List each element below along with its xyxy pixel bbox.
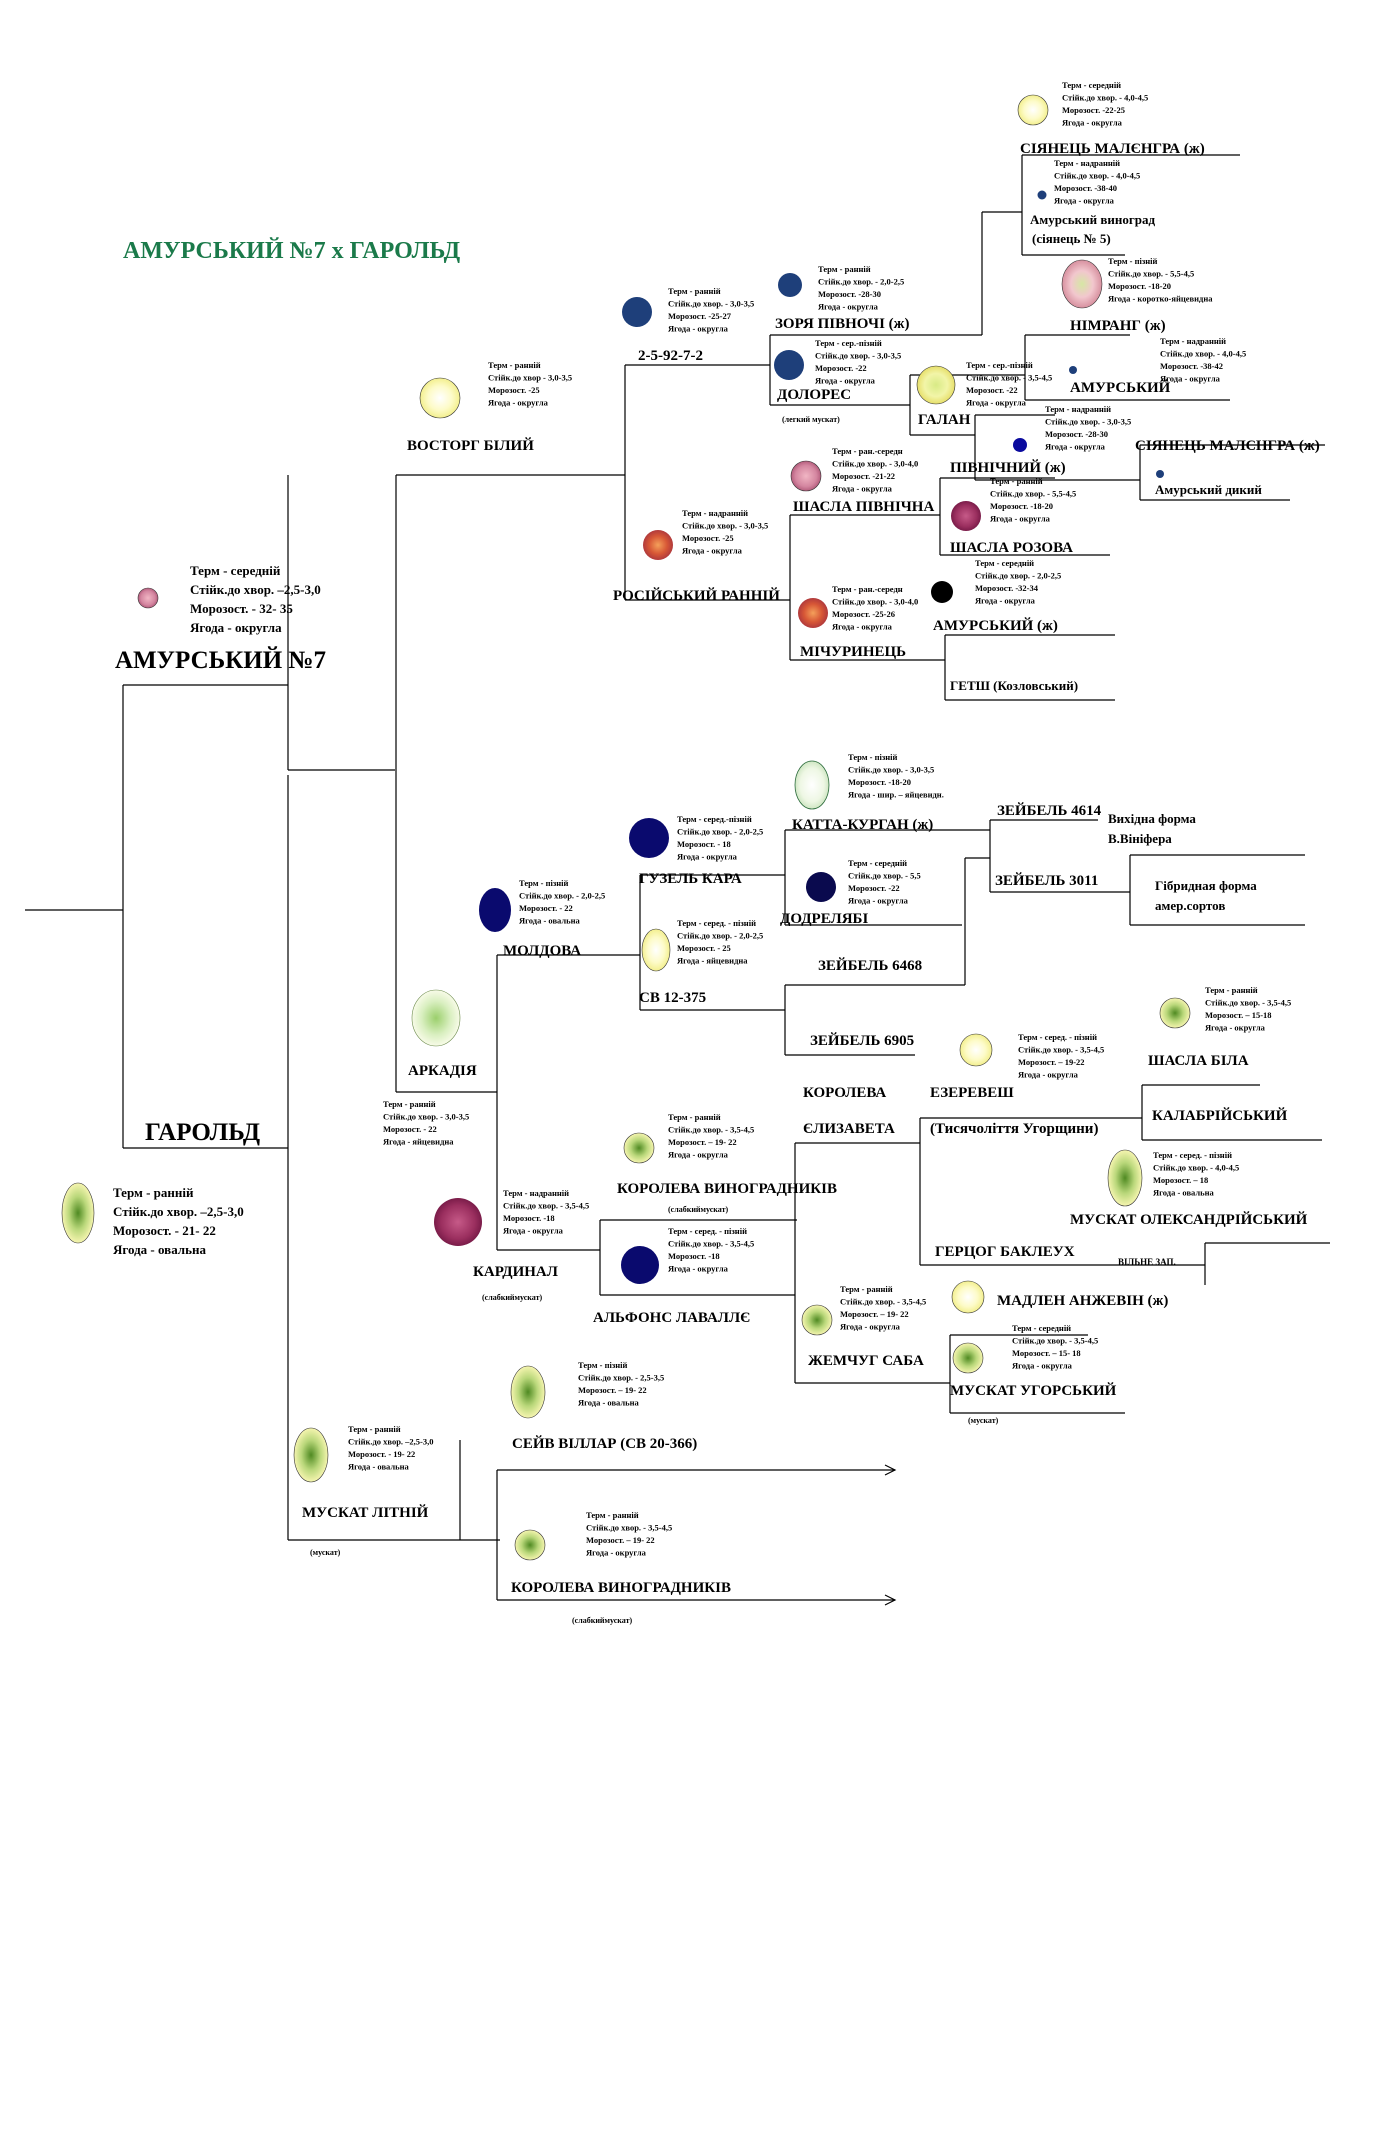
variety-info-x2592-0: Терм - ранній (668, 286, 721, 296)
variety-name-katta: КАТТА-КУРГАН (ж) (792, 817, 934, 833)
variety-info-dodreliabi-3: Ягода - округла (848, 895, 908, 906)
variety-name-kalabriiskyi: КАЛАБРІЙСЬКИЙ (1152, 1108, 1288, 1124)
variety-name-zeibel4614: ЗЕЙБЕЛЬ 4614 (997, 803, 1102, 819)
variety-info-kardynal-2: Морозост. -18 (503, 1213, 555, 1223)
variety-info-muskat_aleks-1: Стійк.до хвор. - 4,0-4,5 (1153, 1162, 1240, 1173)
berry-alfons-icon (621, 1246, 659, 1284)
berry-muskat-lit-icon (294, 1428, 328, 1482)
variety-info-kardynal-3: Ягода - округла (503, 1225, 563, 1236)
variety-note-muskat_lit: (мускат) (310, 1548, 341, 1557)
berry-amur-vynohrad-icon (1038, 191, 1047, 200)
variety-info-muskat_lit-3: Ягода - овальна (348, 1461, 409, 1472)
variety-name-shasla_pivnichna: ШАСЛА ПІВНІЧНА (793, 499, 935, 515)
berry-seiv-icon (511, 1366, 545, 1418)
variety-info-moldova-3: Ягода - овальна (519, 915, 580, 926)
variety-info-ezerevesh-2: Морозост. – 19-22 (1018, 1057, 1085, 1067)
variety-name-shasla_bila: ШАСЛА БІЛА (1148, 1053, 1249, 1069)
variety-info-zhemchug-0: Терм - ранній (840, 1284, 893, 1294)
berry-sv12375-icon (642, 929, 670, 971)
variety-info-alfons-1: Стійк.до хвор. - 3,5-4,5 (668, 1238, 755, 1249)
variety-name-zhemchug: ЖЕМЧУГ САБА (808, 1353, 924, 1369)
berry-nimrang-icon (1062, 260, 1102, 308)
berry-amurskyi7-icon (138, 588, 158, 608)
variety-name-koroleva_yel: КОРОЛЕВА (803, 1085, 887, 1101)
variety-info-moldova-0: Терм - пізній (519, 878, 569, 888)
variety-note-kardynal: (слабкиймускат) (482, 1293, 543, 1302)
variety-info-amur_vynohrad-2: Морозост. -38-40 (1054, 183, 1117, 193)
variety-info-amurskyi7-0: Терм - середній (190, 563, 281, 578)
variety-name-moldova: МОЛДОВА (503, 943, 582, 959)
berry-zoria-icon (778, 273, 802, 297)
variety-info-arkadiia-1: Стійк.до хвор. - 3,0-3,5 (383, 1111, 470, 1122)
variety-info-moldova-2: Морозост. - 22 (519, 903, 573, 913)
variety-info-moldova-1: Стійк.до хвор. - 2,0-2,5 (519, 890, 606, 901)
berry-sianets1-icon (1018, 95, 1048, 125)
variety-info-amurskyi7-2: Морозост. - 32- 35 (190, 601, 293, 616)
variety-name-zeibel6905: ЗЕЙБЕЛЬ 6905 (810, 1033, 915, 1049)
variety-name-koroleva_vyn1: КОРОЛЕВА ВИНОГРАДНИКІВ (617, 1181, 837, 1197)
variety-name-madlen: МАДЛЕН АНЖЕВІН (ж) (997, 1293, 1169, 1309)
variety-info-katta-1: Стійк.до хвор. - 3,0-3,5 (848, 764, 935, 775)
variety-info-katta-2: Морозост. -18-20 (848, 777, 911, 787)
variety-info-shasla_pivnichna-3: Ягода - округла (832, 483, 892, 494)
variety-name2-ezerevesh: (Тисячоліття Угорщини) (930, 1121, 1099, 1137)
variety-info-vostorg-3: Ягода - округла (488, 397, 548, 408)
variety-name-zeibel3011: ЗЕЙБЕЛЬ 3011 (995, 873, 1099, 889)
berry-harold-icon (62, 1183, 94, 1243)
berry-koroleva-vyn2-icon (515, 1530, 545, 1560)
variety-name2-vykhidna: В.Вініфера (1108, 831, 1172, 846)
variety-info-seiv-2: Морозост. – 19- 22 (578, 1385, 647, 1395)
variety-name-muskat_uh: МУСКАТ УГОРСЬКИЙ (950, 1383, 1117, 1399)
berry-koroleva-vyn1-icon (624, 1133, 654, 1163)
variety-info-amur_vynohrad-3: Ягода - округла (1054, 195, 1114, 206)
variety-name-halan: ГАЛАН (918, 412, 971, 428)
variety-info-vostorg-0: Терм - ранній (488, 360, 541, 370)
variety-info-muskat_aleks-0: Терм - серед. - пізній (1153, 1150, 1232, 1160)
variety-info-zoria-0: Терм - ранній (818, 264, 871, 274)
variety-name-sv12375: СВ 12-375 (639, 990, 707, 1006)
diagram-title: АМУРСЬКИЙ №7 х ГАРОЛЬД (123, 238, 461, 264)
variety-info-koroleva_vyn1-3: Ягода - округла (668, 1149, 728, 1160)
variety-info-michurynets-1: Стійк.до хвор. - 3,0-4,0 (832, 596, 919, 607)
variety-info-sv12375-3: Ягода - яйцевидна (677, 955, 748, 966)
berry-muskat-uh-icon (953, 1343, 983, 1373)
berry-muskat-aleks-icon (1108, 1150, 1142, 1206)
variety-info-muskat_aleks-2: Морозост. – 18 (1153, 1175, 1209, 1185)
variety-info-rosiiskyi-3: Ягода - округла (682, 545, 742, 556)
variety-info-dodreliabi-0: Терм - середній (848, 858, 908, 868)
berry-amurskyi-a-icon (1069, 366, 1077, 374)
variety-info-x2592-2: Морозост. -25-27 (668, 311, 731, 321)
variety-info-ezerevesh-3: Ягода - округла (1018, 1069, 1078, 1080)
variety-info-huzel-1: Стійк.до хвор. - 2,0-2,5 (677, 826, 764, 837)
variety-info-seiv-3: Ягода - овальна (578, 1397, 639, 1408)
variety-info-zhemchug-2: Морозост. – 19- 22 (840, 1309, 909, 1319)
variety-name-ezerevesh: ЕЗЕРЕВЕШ (930, 1085, 1014, 1101)
variety-info-arkadiia-3: Ягода - яйцевидна (383, 1136, 454, 1147)
variety-info-seiv-1: Стійк.до хвор. - 2,5-3,5 (578, 1372, 665, 1383)
variety-name2-hibrydna: амер.сортов (1155, 898, 1226, 913)
variety-name-zoria: ЗОРЯ ПІВНОЧІ (ж) (775, 316, 910, 332)
berry-halan-icon (917, 366, 955, 404)
variety-info-zoria-1: Стійк.до хвор. - 2,0-2,5 (818, 276, 905, 287)
variety-info-halan-2: Морозост. -22 (966, 385, 1018, 395)
berry-amur-dykyi-icon (1156, 470, 1164, 478)
variety-info-sianets1-1: Стійк.до хвор. - 4,0-4,5 (1062, 92, 1149, 103)
variety-name-sianets1: СІЯНЕЦЬ МАЛЄНГРА (ж) (1020, 141, 1205, 157)
variety-note-dolores: (легкий мускат) (782, 415, 840, 424)
variety-info-harold-0: Терм - ранній (113, 1185, 194, 1200)
variety-name2-amur_vynohrad: (сіянець № 5) (1032, 231, 1111, 246)
variety-info-sianets1-0: Терм - середній (1062, 80, 1122, 90)
berry-2592-icon (622, 297, 652, 327)
variety-name-harold: ГАРОЛЬД (145, 1119, 261, 1146)
berry-huzel-icon (629, 818, 669, 858)
variety-name-vostorg: ВОСТОРГ БІЛИЙ (407, 438, 534, 454)
variety-info-katta-0: Терм - пізній (848, 752, 898, 762)
variety-info-nimrang-0: Терм - пізній (1108, 256, 1158, 266)
variety-info-kardynal-0: Терм - надранній (503, 1188, 570, 1198)
variety-info-amurskyi_a-0: Терм - надранній (1160, 336, 1227, 346)
variety-info-vostorg-2: Морозост. -25 (488, 385, 540, 395)
variety-info-sv12375-1: Стійк.до хвор. - 2,0-2,5 (677, 930, 764, 941)
variety-info-ezerevesh-0: Терм - серед. - пізній (1018, 1032, 1097, 1042)
variety-info-zhemchug-1: Стійк.до хвор. - 3,5-4,5 (840, 1296, 927, 1307)
variety-info-dodreliabi-1: Стійк.до хвор. - 5,5 (848, 870, 921, 881)
variety-name-amurskyi_a: АМУРСЬКИЙ (1070, 380, 1171, 396)
variety-info-arkadiia-0: Терм - ранній (383, 1099, 436, 1109)
variety-info-muskat_lit-0: Терм - ранній (348, 1424, 401, 1434)
variety-name-arkadiia: АРКАДІЯ (408, 1063, 477, 1079)
variety-info-harold-3: Ягода - овальна (113, 1242, 206, 1257)
variety-info-amurskyi_zh-3: Ягода - округла (975, 595, 1035, 606)
variety-info-amurskyi_zh-1: Стійк.до хвор. - 2,0-2,5 (975, 570, 1062, 581)
variety-info-x2592-1: Стійк.до хвор. - 3,0-3,5 (668, 298, 755, 309)
variety-info-shasla_pivnichna-1: Стійк.до хвор. - 3,0-4,0 (832, 458, 919, 469)
variety-info-koroleva_vyn1-1: Стійк.до хвор. - 3,5-4,5 (668, 1124, 755, 1135)
variety-info-muskat_aleks-3: Ягода - овальна (1153, 1187, 1214, 1198)
variety-info-sianets1-3: Ягода - округла (1062, 117, 1122, 128)
variety-info-halan-3: Ягода - округла (966, 397, 1026, 408)
variety-info-muskat_uh-3: Ягода - округла (1012, 1360, 1072, 1371)
variety-info-nimrang-1: Стійк.до хвор. - 5,5-4,5 (1108, 268, 1195, 279)
variety-name-hetsh: ГЕТШ (Козловський) (950, 678, 1079, 693)
variety-info-koroleva_vyn2-1: Стійк.до хвор. - 3,5-4,5 (586, 1522, 673, 1533)
variety-info-muskat_uh-2: Морозост. – 15- 18 (1012, 1348, 1081, 1358)
variety-name-x2592: 2-5-92-7-2 (638, 348, 703, 364)
variety-info-amurskyi_a-2: Морозост. -38-42 (1160, 361, 1223, 371)
variety-info-michurynets-3: Ягода - округла (832, 621, 892, 632)
variety-info-vostorg-1: Стійк.до хвор - 3,0-3,5 (488, 372, 573, 383)
variety-info-harold-2: Морозост. - 21- 22 (113, 1223, 216, 1238)
variety-info-dolores-0: Терм - сер.-пізній (815, 338, 882, 348)
variety-info-dolores-2: Морозост. -22 (815, 363, 867, 373)
variety-info-muskat_lit-2: Морозост. - 19- 22 (348, 1449, 416, 1459)
variety-info-koroleva_vyn2-0: Терм - ранній (586, 1510, 639, 1520)
variety-name-shasla_rozova: ШАСЛА РОЗОВА (950, 540, 1073, 556)
variety-info-muskat_uh-1: Стійк.до хвор. - 3,5-4,5 (1012, 1335, 1099, 1346)
berry-rosiiskyi-icon (643, 530, 673, 560)
variety-name-michurynets: МІЧУРИНЕЦЬ (800, 644, 907, 660)
variety-info-kardynal-1: Стійк.до хвор. - 3,5-4,5 (503, 1200, 590, 1211)
variety-info-huzel-2: Морозост. - 18 (677, 839, 731, 849)
variety-name-vilne: ВІЛЬНЕ ЗАП. (1118, 1257, 1176, 1267)
variety-info-amurskyi_a-1: Стійк.до хвор. - 4,0-4,5 (1160, 348, 1247, 359)
variety-info-huzel-0: Терм - серед.-пізній (677, 814, 752, 824)
variety-info-michurynets-0: Терм - ран.-середн (832, 584, 903, 594)
variety-info-amurskyi_zh-0: Терм - середній (975, 558, 1035, 568)
variety-name-seiv: СЕЙВ ВІЛЛАР (СВ 20-366) (512, 1436, 698, 1452)
variety-info-amur_vynohrad-1: Стійк.до хвор. - 4,0-4,5 (1054, 170, 1141, 181)
variety-name-hertsog: ГЕРЦОГ БАКЛЕУХ (935, 1244, 1075, 1260)
variety-name-kardynal: КАРДИНАЛ (473, 1264, 558, 1280)
berry-amurskyi-zh-icon (931, 581, 953, 603)
variety-info-alfons-0: Терм - серед. - пізній (668, 1226, 747, 1236)
berry-dodreliabi-icon (806, 872, 836, 902)
variety-info-rosiiskyi-1: Стійк.до хвор. - 3,0-3,5 (682, 520, 769, 531)
variety-name-zeibel6468: ЗЕЙБЕЛЬ 6468 (818, 958, 923, 974)
variety-info-arkadiia-2: Морозост. - 22 (383, 1124, 437, 1134)
variety-info-koroleva_vyn1-0: Терм - ранній (668, 1112, 721, 1122)
variety-name-hibrydna: Гібридная форма (1155, 878, 1257, 893)
variety-info-halan-0: Терм - сер.-пізній (966, 360, 1033, 370)
variety-info-amurskyi_a-3: Ягода - округла (1160, 373, 1220, 384)
variety-labels (113, 80, 1320, 1625)
variety-name2-koroleva_yel: ЄЛИЗАВЕТА (803, 1121, 895, 1137)
variety-name-nimrang: НІМРАНГ (ж) (1070, 318, 1166, 334)
variety-info-amurskyi7-1: Стійк.до хвор. –2,5-3,0 (190, 582, 321, 597)
variety-info-nimrang-2: Морозост. -18-20 (1108, 281, 1171, 291)
variety-info-shasla_rozova-2: Морозост. -18-20 (990, 501, 1053, 511)
variety-info-x2592-3: Ягода - округла (668, 323, 728, 334)
variety-info-ezerevesh-1: Стійк.до хвор. - 3,5-4,5 (1018, 1044, 1105, 1055)
variety-info-nimrang-3: Ягода - коротко-яйцевидна (1108, 293, 1213, 304)
variety-info-alfons-3: Ягода - округла (668, 1263, 728, 1274)
berry-shasla-rozova-icon (951, 501, 981, 531)
variety-name-dolores: ДОЛОРЕС (777, 387, 852, 403)
variety-name-vykhidna: Вихідна форма (1108, 811, 1196, 826)
variety-name-huzel: ГУЗЕЛЬ КАРА (639, 871, 742, 887)
variety-info-dolores-1: Стійк.до хвор. - 3,0-3,5 (815, 350, 902, 361)
variety-info-pivnichnyi-1: Стійк.до хвор. - 3,0-3,5 (1045, 416, 1132, 427)
variety-info-shasla_bila-0: Терм - ранній (1205, 985, 1258, 995)
variety-name-sianets2: СІЯНЕЦЬ МАЛЄНГРА (ж) (1135, 438, 1320, 454)
berry-vostorg-icon (420, 378, 460, 418)
berry-arkadiia-icon (412, 990, 460, 1046)
variety-info-rosiiskyi-2: Морозост. -25 (682, 533, 734, 543)
variety-info-pivnichnyi-3: Ягода - округла (1045, 441, 1105, 452)
berry-zhemchug-icon (802, 1305, 832, 1335)
variety-info-sv12375-2: Морозост. - 25 (677, 943, 731, 953)
variety-info-shasla_bila-1: Стійк.до хвор. - 3,5-4,5 (1205, 997, 1292, 1008)
variety-info-shasla_rozova-3: Ягода - округла (990, 513, 1050, 524)
variety-name-muskat_aleks: МУСКАТ ОЛЕКСАНДРІЙСЬКИЙ (1070, 1212, 1308, 1228)
variety-name-rosiiskyi: РОСІЙСЬКИЙ РАННІЙ (613, 588, 780, 604)
variety-info-muskat_lit-1: Стійк.до хвор. –2,5-3,0 (348, 1436, 434, 1447)
variety-info-zoria-2: Морозост. -28-30 (818, 289, 881, 299)
berry-katta-icon (795, 761, 829, 809)
variety-info-amur_vynohrad-0: Терм - надранній (1054, 158, 1121, 168)
berry-ezerevesh-icon (960, 1034, 992, 1066)
variety-info-koroleva_vyn2-3: Ягода - округла (586, 1547, 646, 1558)
variety-name-alfons: АЛЬФОНС ЛАВАЛЛЄ (593, 1310, 751, 1326)
variety-name-amurskyi_zh: АМУРСЬКИЙ (ж) (933, 618, 1058, 634)
variety-info-pivnichnyi-2: Морозост. -28-30 (1045, 429, 1108, 439)
variety-info-amurskyi_zh-2: Морозост. -32-34 (975, 583, 1038, 593)
variety-info-muskat_uh-0: Терм - середній (1012, 1323, 1072, 1333)
variety-info-shasla_pivnichna-2: Морозост. -21-22 (832, 471, 895, 481)
variety-info-shasla_bila-2: Морозост. – 15-18 (1205, 1010, 1272, 1020)
berry-pivnichnyi-icon (1013, 438, 1027, 452)
variety-info-alfons-2: Морозост. -18 (668, 1251, 720, 1261)
variety-name-amur_vynohrad: Амурський виноград (1030, 212, 1156, 227)
variety-info-huzel-3: Ягода - округла (677, 851, 737, 862)
berry-dolores-icon (774, 350, 804, 380)
variety-info-shasla_rozova-0: Терм - ранній (990, 476, 1043, 486)
variety-info-dolores-3: Ягода - округла (815, 375, 875, 386)
variety-info-dodreliabi-2: Морозост. -22 (848, 883, 900, 893)
berry-kardynal-icon (434, 1198, 482, 1246)
variety-name-dodreliabi: ДОДРЕЛЯБІ (780, 911, 869, 927)
berry-michurynets-icon (798, 598, 828, 628)
variety-note-koroleva_vyn2: (слабкиймускат) (572, 1616, 633, 1625)
variety-info-rosiiskyi-0: Терм - надранній (682, 508, 749, 518)
variety-info-katta-3: Ягода - шир. – яйцевидн. (848, 789, 944, 800)
variety-info-shasla_pivnichna-0: Терм - ран.-середн (832, 446, 903, 456)
variety-info-pivnichnyi-0: Терм - надранній (1045, 404, 1112, 414)
berry-shasla-bila-icon (1160, 998, 1190, 1028)
variety-info-shasla_rozova-1: Стійк.до хвор. - 5,5-4,5 (990, 488, 1077, 499)
variety-info-michurynets-2: Морозост. -25-26 (832, 609, 895, 619)
variety-name-amurskyi7: АМУРСЬКИЙ №7 (115, 647, 327, 674)
variety-note-muskat_uh: (мускат) (968, 1416, 999, 1425)
variety-name-koroleva_vyn2: КОРОЛЕВА ВИНОГРАДНИКІВ (511, 1580, 731, 1596)
variety-info-zhemchug-3: Ягода - округла (840, 1321, 900, 1332)
variety-info-seiv-0: Терм - пізній (578, 1360, 628, 1370)
berry-madlen-icon (952, 1281, 984, 1313)
variety-info-koroleva_vyn1-2: Морозост. – 19- 22 (668, 1137, 737, 1147)
variety-info-harold-1: Стійк.до хвор. –2,5-3,0 (113, 1204, 244, 1219)
variety-name-amur_dykyi: Амурський дикий (1155, 482, 1262, 497)
variety-info-koroleva_vyn2-2: Морозост. – 19- 22 (586, 1535, 655, 1545)
variety-info-halan-1: Стійк.до хвор. - 3,5-4,5 (966, 372, 1053, 383)
berry-shasla-pivnichna-icon (791, 461, 821, 491)
variety-info-sv12375-0: Терм - серед. - пізній (677, 918, 756, 928)
variety-info-amurskyi7-3: Ягода - округла (190, 620, 282, 635)
variety-info-zoria-3: Ягода - округла (818, 301, 878, 312)
variety-name-muskat_lit: МУСКАТ ЛІТНІЙ (302, 1505, 429, 1521)
variety-note-koroleva_vyn1: (слабкиймускат) (668, 1205, 729, 1214)
variety-name-pivnichnyi: ПІВНІЧНИЙ (ж) (950, 460, 1066, 476)
berry-moldova-icon (479, 888, 511, 932)
variety-info-sianets1-2: Морозост. -22-25 (1062, 105, 1125, 115)
variety-info-shasla_bila-3: Ягода - округла (1205, 1022, 1265, 1033)
